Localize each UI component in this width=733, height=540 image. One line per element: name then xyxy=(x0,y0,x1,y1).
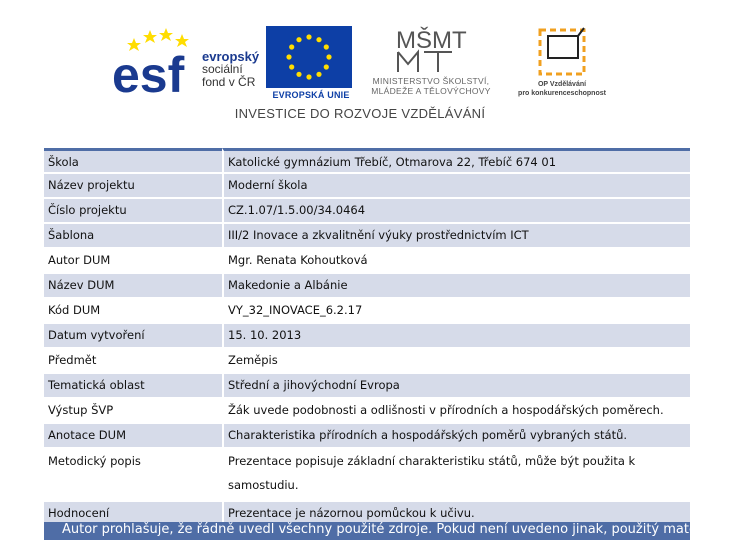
op-line-2: pro konkurenceschopnost xyxy=(518,90,606,97)
table-row xyxy=(44,424,690,447)
table-row xyxy=(44,274,690,297)
row-label: Metodický popis xyxy=(44,449,222,500)
table-row xyxy=(44,174,690,197)
row-label: Autor DUM xyxy=(44,249,222,272)
row-label: Název DUM xyxy=(44,274,222,297)
logo-banner xyxy=(0,0,720,140)
row-label: Tematická oblast xyxy=(44,374,222,397)
table-row xyxy=(44,374,690,397)
eu-logo-text: EVROPSKÁ UNIE xyxy=(272,90,350,100)
table-row xyxy=(44,349,690,372)
msmt-logo-icon xyxy=(394,24,467,74)
row-value: Prezentace je názornou pomůckou k učivu. xyxy=(222,502,690,525)
row-value: Katolické gymnázium Třebíč, Otmarova 22, Třebíč 674 01 xyxy=(222,148,690,172)
esf-line-1: evropský xyxy=(202,49,260,64)
op-logo-text xyxy=(512,80,612,98)
row-label: Anotace DUM xyxy=(44,424,222,447)
esf-logo-mark-text: esf xyxy=(112,47,185,103)
esf-line-3: fond v ČR xyxy=(202,75,256,89)
row-value: CZ.1.07/1.5.00/34.0464 xyxy=(222,199,690,222)
row-label: Kód DUM xyxy=(44,299,222,322)
row-value: Makedonie a Albánie xyxy=(222,274,690,297)
op-logo-icon xyxy=(532,24,592,78)
esf-line-2: sociální xyxy=(202,62,243,76)
row-label: Hodnocení xyxy=(44,502,222,525)
row-label: Datum vytvoření xyxy=(44,324,222,347)
row-value: Prezentace popisuje základní charakteristiku států, může být použita k samostudiu. xyxy=(222,449,690,500)
row-value: Zeměpis xyxy=(222,349,690,372)
row-value: Charakteristika přírodních a hospodářských poměrů vybraných států. xyxy=(222,424,690,447)
row-label: Šablona xyxy=(44,224,222,247)
footer-declaration xyxy=(44,522,733,540)
table-row xyxy=(44,299,690,322)
row-label: Škola xyxy=(44,148,222,172)
msmt-logo-text xyxy=(356,76,506,96)
table-row xyxy=(44,224,690,247)
row-label: Název projektu xyxy=(44,174,222,197)
table-row xyxy=(44,199,690,222)
row-label: Číslo projektu xyxy=(44,199,222,222)
esf-logo-icon xyxy=(112,26,202,103)
msmt-mark-text: MŠMT xyxy=(396,27,467,54)
row-value: Moderní škola xyxy=(222,174,690,197)
row-value: III/2 Inovace a zkvalitnění výuky prostřednictvím ICT xyxy=(222,224,690,247)
row-label: Výstup ŠVP xyxy=(44,399,222,422)
eu-logo xyxy=(266,26,356,106)
row-value: Střední a jihovýchodní Evropa xyxy=(222,374,690,397)
table-row xyxy=(44,148,690,172)
table-row xyxy=(44,449,690,500)
msmt-line-1: MINISTERSTVO ŠKOLSTVÍ, xyxy=(372,76,490,86)
row-value: Mgr. Renata Kohoutková xyxy=(222,249,690,272)
op-line-1: OP Vzdělávání xyxy=(537,81,587,88)
table-row xyxy=(44,249,690,272)
slogan: INVESTICE DO ROZVOJE VZDĚLÁVÁNÍ xyxy=(234,106,486,121)
row-value: 15. 10. 2013 xyxy=(222,324,690,347)
msmt-logo xyxy=(356,24,506,104)
op-logo xyxy=(512,24,612,104)
row-label: Předmět xyxy=(44,349,222,372)
msmt-line-2: MLÁDEŽE A TĚLOVÝCHOVY xyxy=(371,86,491,96)
esf-logo xyxy=(112,26,262,106)
info-table xyxy=(44,146,690,527)
table-row xyxy=(44,399,690,422)
esf-logo-text xyxy=(202,50,259,89)
table-row xyxy=(44,324,690,347)
row-value: Žák uvede podobnosti a odlišnosti v přírodních a hospodářských poměrech. xyxy=(222,399,690,422)
footer-text: Autor prohlašuje, že řádně uvedl všechny použité zdroje. Pokud není uvedeno jinak, použitý materiál je xyxy=(62,522,733,537)
row-value: VY_32_INOVACE_6.2.17 xyxy=(222,299,690,322)
eu-flag-icon xyxy=(266,26,352,88)
